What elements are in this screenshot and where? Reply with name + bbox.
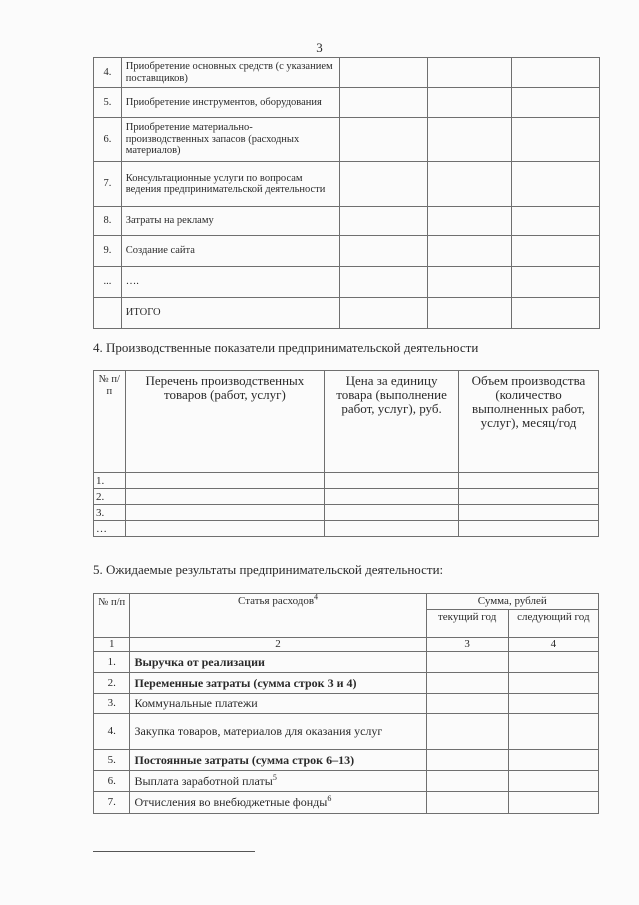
table-row	[94, 521, 599, 537]
table-row	[94, 750, 599, 771]
cell	[340, 162, 428, 207]
row-label: Закупка товаров, материалов для оказания услуг	[130, 714, 426, 750]
cell	[508, 652, 598, 673]
cell	[512, 162, 600, 207]
row-number: 2.	[94, 489, 126, 505]
cell	[426, 750, 508, 771]
col-number: 1	[94, 638, 130, 652]
row-number: 7.	[94, 792, 130, 814]
cell	[325, 505, 459, 521]
table-row	[94, 298, 600, 329]
cell	[508, 673, 598, 694]
cell	[125, 505, 324, 521]
row-label: Постоянные затраты (сумма строк 6–13)	[130, 750, 426, 771]
column-numbers-row	[94, 638, 599, 652]
cell	[340, 58, 428, 88]
cell	[459, 521, 599, 537]
row-label-text: Выплата заработной платы	[134, 773, 273, 788]
row-number: 3.	[94, 505, 126, 521]
row-number: 6.	[94, 771, 130, 792]
table-row	[94, 489, 599, 505]
cell	[459, 473, 599, 489]
row-number: ...	[94, 267, 122, 298]
header-row	[94, 594, 599, 610]
cell	[426, 792, 508, 814]
row-label: Создание сайта	[121, 236, 340, 267]
expenses-table	[93, 57, 600, 329]
cell	[428, 118, 512, 162]
row-number: 5.	[94, 750, 130, 771]
cell	[325, 473, 459, 489]
table-row	[94, 505, 599, 521]
table-row	[94, 58, 600, 88]
cell	[340, 207, 428, 236]
header-article-text: Статья расходов	[238, 595, 315, 607]
table-row	[94, 473, 599, 489]
row-number: …	[94, 521, 126, 537]
cell	[512, 88, 600, 118]
header-price: Цена за единицу товара (выполнение работ, услуг), руб.	[325, 371, 459, 473]
header-num: № п/п	[94, 594, 130, 638]
row-label: Затраты на рекламу	[121, 207, 340, 236]
row-number: 3.	[94, 694, 130, 714]
cell	[428, 162, 512, 207]
row-label	[130, 792, 426, 814]
row-number: 9.	[94, 236, 122, 267]
header-next-year: следующий год	[508, 610, 598, 638]
row-label: Консультационные услуги по вопросам ведения предпринимательской деятельности	[121, 162, 340, 207]
cell	[340, 236, 428, 267]
cell	[340, 267, 428, 298]
header-num: № п/п	[94, 371, 126, 473]
cell	[125, 473, 324, 489]
cell	[125, 489, 324, 505]
row-number: 1.	[94, 652, 130, 673]
cell	[428, 58, 512, 88]
row-label-text: Отчисления во внебюджетные фонды	[134, 795, 328, 809]
table-row	[94, 267, 600, 298]
col-number: 4	[508, 638, 598, 652]
cell	[428, 88, 512, 118]
footnote-ref: 4	[314, 592, 319, 602]
table-row	[94, 694, 599, 714]
cell	[340, 118, 428, 162]
row-number	[94, 298, 122, 329]
cell	[125, 521, 324, 537]
cell	[512, 207, 600, 236]
table-row	[94, 207, 600, 236]
cell	[428, 267, 512, 298]
cell	[459, 489, 599, 505]
header-sum: Сумма, рублей	[426, 594, 598, 610]
header-current-year: текущий год	[426, 610, 508, 638]
col-number: 2	[130, 638, 426, 652]
cell	[426, 652, 508, 673]
cell	[426, 673, 508, 694]
cell	[426, 694, 508, 714]
row-label: Приобретение инструментов, оборудования	[121, 88, 340, 118]
cell	[428, 236, 512, 267]
cell	[325, 521, 459, 537]
table-row	[94, 714, 599, 750]
row-number: 8.	[94, 207, 122, 236]
row-label: ….	[121, 267, 340, 298]
footnote-ref: 5	[272, 772, 277, 782]
cell	[512, 118, 600, 162]
table-row	[94, 792, 599, 814]
footnote-separator	[93, 851, 255, 852]
cell	[512, 267, 600, 298]
table-row	[94, 236, 600, 267]
cell	[508, 694, 598, 714]
table-row	[94, 673, 599, 694]
total-label: ИТОГО	[121, 298, 340, 329]
header-volume: Объем производства (количество выполненных работ, услуг), месяц/год	[459, 371, 599, 473]
row-label: Выручка от реализации	[130, 652, 426, 673]
header-list: Перечень производственных товаров (работ, услуг)	[125, 371, 324, 473]
results-table	[93, 593, 599, 814]
row-number: 1.	[94, 473, 126, 489]
cell	[508, 714, 598, 750]
production-table	[93, 370, 599, 537]
row-number: 2.	[94, 673, 130, 694]
row-number: 7.	[94, 162, 122, 207]
table-row	[94, 88, 600, 118]
table-row	[94, 771, 599, 792]
cell	[459, 505, 599, 521]
table-row	[94, 162, 600, 207]
cell	[340, 298, 428, 329]
section-title: 5. Ожидаемые результаты предпринимательской деятельности:	[93, 562, 444, 577]
row-label: Приобретение материально-производственных запасов (расходных материалов)	[121, 118, 340, 162]
row-number: 5.	[94, 88, 122, 118]
row-label: Приобретение основных средств (с указанием поставщиков)	[121, 58, 340, 88]
table-row	[94, 652, 599, 673]
cell	[428, 298, 512, 329]
row-label	[130, 771, 426, 792]
cell	[508, 792, 598, 814]
cell	[512, 236, 600, 267]
cell	[325, 489, 459, 505]
cell	[512, 298, 600, 329]
cell	[508, 771, 598, 792]
cell	[508, 750, 598, 771]
col-number: 3	[426, 638, 508, 652]
row-number: 6.	[94, 118, 122, 162]
header-article	[130, 594, 426, 638]
cell	[340, 88, 428, 118]
cell	[426, 771, 508, 792]
cell	[512, 58, 600, 88]
row-label: Переменные затраты (сумма строк 3 и 4)	[130, 673, 426, 694]
footnote-ref: 6	[327, 794, 332, 803]
page-number: 3	[316, 40, 323, 55]
cell	[426, 714, 508, 750]
row-label: Коммунальные платежи	[130, 694, 426, 714]
section-title: 4. Производственные показатели предпринимательской деятельности	[93, 340, 479, 355]
header-row	[94, 371, 599, 473]
table-row	[94, 118, 600, 162]
row-number: 4.	[94, 714, 130, 750]
cell	[428, 207, 512, 236]
row-number: 4.	[94, 58, 122, 88]
